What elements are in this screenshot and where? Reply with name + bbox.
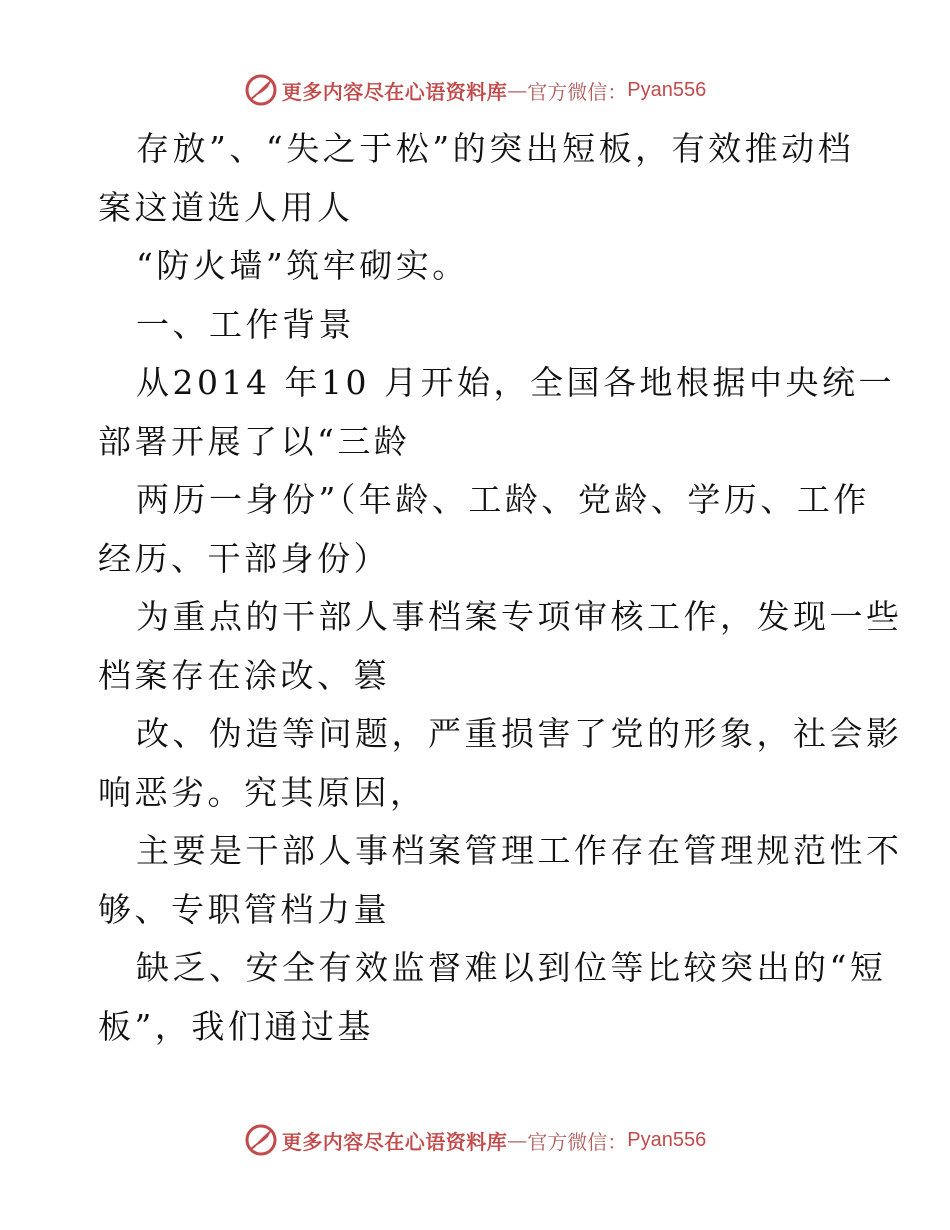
- wechat-id: Pyan556: [627, 1128, 707, 1151]
- text-line: 板”，我们通过基: [98, 1006, 374, 1046]
- text-line: 部署开展了以“三龄: [98, 421, 411, 461]
- text-line: 响恶劣。究其原因，: [98, 772, 427, 812]
- text-line: 经历、干部身份）: [98, 538, 390, 578]
- site-name: 更多内容尽在心语资料库: [281, 1129, 508, 1154]
- pen-circle-logo-icon: [244, 73, 278, 107]
- text-line: 主要是干部人事档案管理工作存在管理规范性不: [136, 831, 903, 870]
- text-line: 从2014 年10 月开始，全国各地根据中央统一: [136, 363, 895, 402]
- header-banner: [0, 70, 950, 110]
- text-line: 案这道选人用人: [98, 187, 354, 227]
- text-line: 为重点的干部人事档案专项审核工作，发现一些: [136, 597, 903, 636]
- body-text: [98, 120, 903, 1056]
- text-line: 改、伪造等问题，严重损害了党的形象，社会影: [136, 714, 903, 753]
- wechat-label: 官方微信：: [527, 79, 628, 104]
- text-line: 缺乏、安全有效监督难以到位等比较突出的“短: [136, 948, 887, 987]
- text-line: 存放”、“失之于松”的突出短板，有效推动档: [136, 129, 855, 168]
- pen-circle-logo-icon: [244, 1123, 278, 1157]
- site-name: 更多内容尽在心语资料库: [281, 79, 508, 104]
- section-heading: 一、工作背景: [136, 304, 355, 344]
- wechat-id: Pyan556: [627, 78, 707, 101]
- text-line: “防火墙”筑牢砌实。: [136, 246, 469, 285]
- separator: —: [507, 78, 528, 102]
- text-line: 够、专职管档力量: [98, 889, 390, 929]
- footer-banner: [0, 1120, 950, 1160]
- text-line: 两历一身份”（年龄、工龄、党龄、学历、工作: [136, 480, 870, 519]
- separator: —: [507, 1128, 528, 1152]
- text-line: 档案存在涂改、篡: [98, 655, 390, 695]
- wechat-label: 官方微信：: [527, 1129, 628, 1154]
